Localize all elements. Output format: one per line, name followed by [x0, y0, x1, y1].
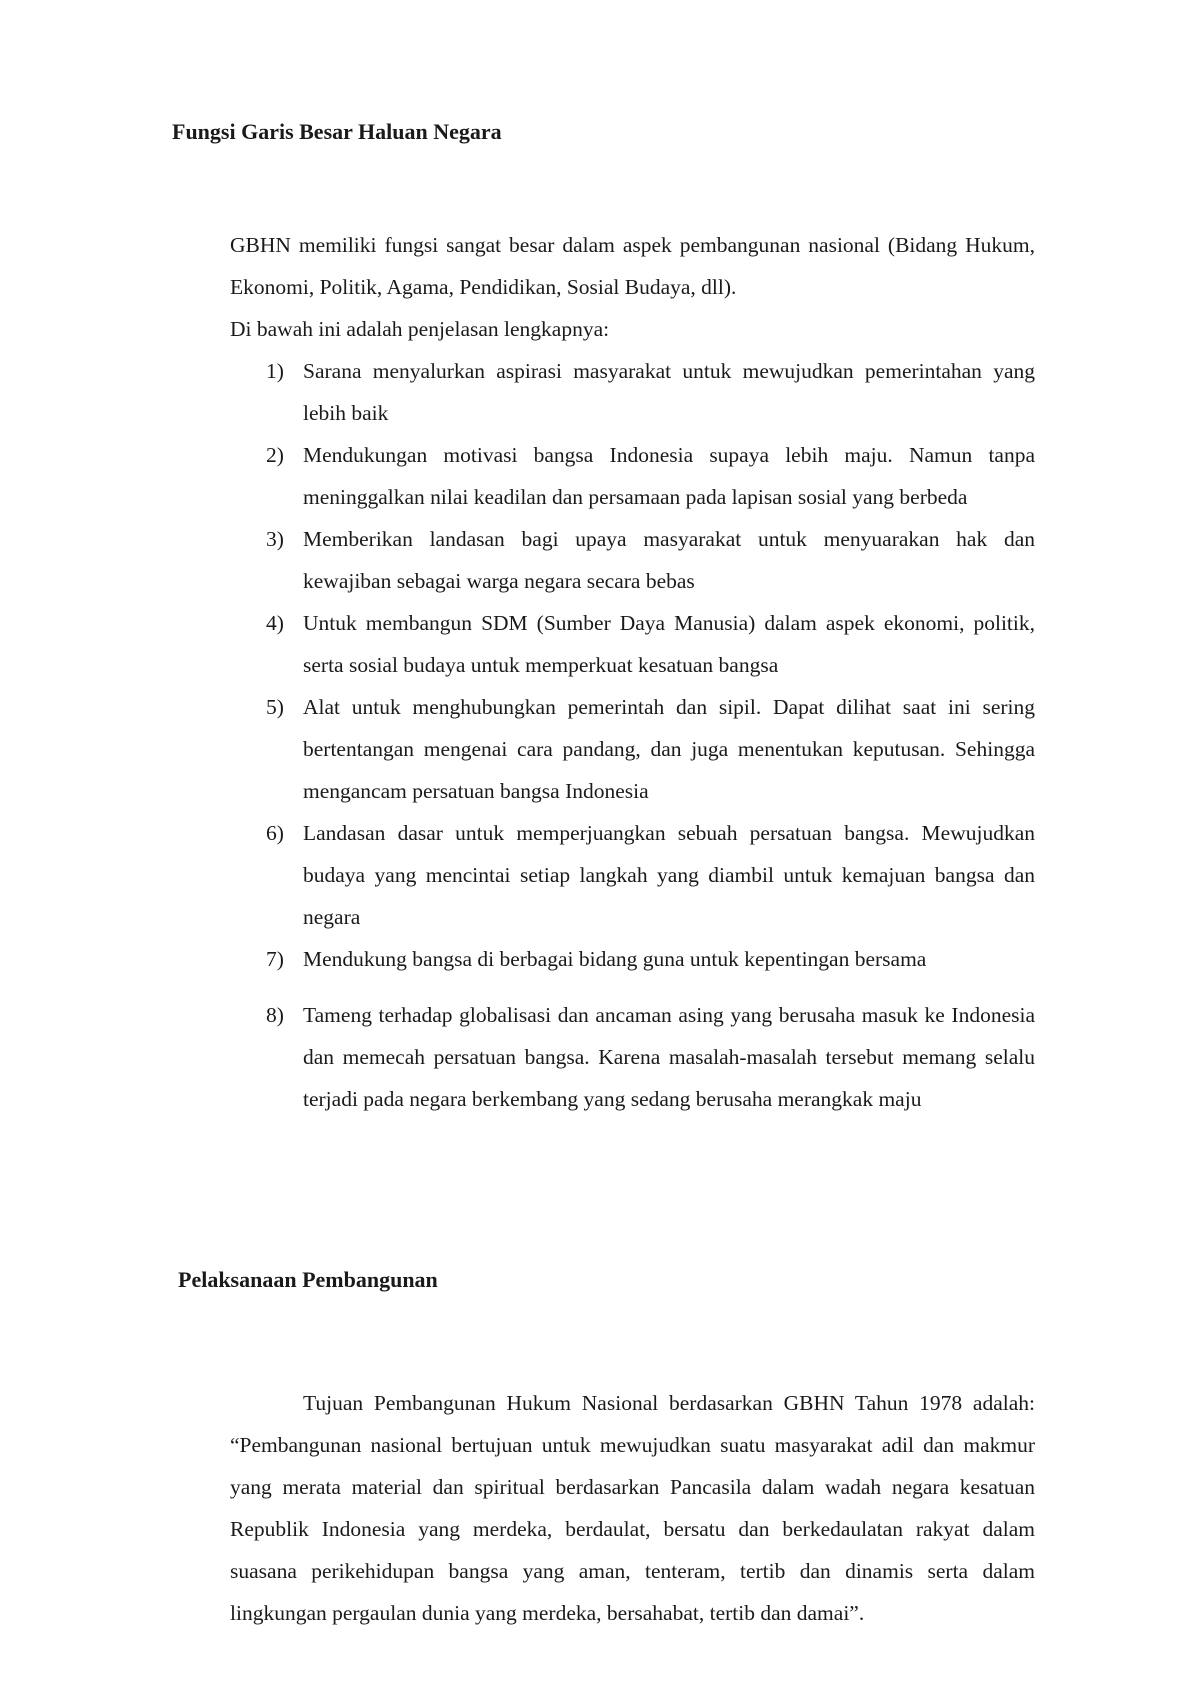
intro-block	[230, 224, 1035, 350]
list-item-text: Tameng terhadap globalisasi dan ancaman asing yang berusaha masuk ke Indonesia dan memecah persatuan bangsa. Karena masalah-masalah tersebut memang selalu terjadi pada negara berkembang yang sedang berusaha merangkak maju	[303, 1003, 1035, 1111]
list-item	[230, 350, 1035, 434]
list-item-number: 7)	[266, 947, 284, 971]
list-item	[230, 994, 1035, 1120]
list-item-text: Sarana menyalurkan aspirasi masyarakat untuk mewujudkan pemerintahan yang lebih baik	[303, 359, 1035, 425]
section-heading-pelaksanaan: Pelaksanaan Pembangunan	[178, 1267, 438, 1292]
list-item-number: 6)	[266, 821, 284, 845]
intro-paragraph: GBHN memiliki fungsi sangat besar dalam aspek pembangunan nasional (Bidang Hukum, Ekonomi, Politik, Agama, Pendidikan, Sosial Budaya, dll).	[230, 233, 1035, 299]
list-item	[230, 602, 1035, 686]
list-item	[230, 434, 1035, 518]
list-item-number: 5)	[266, 695, 284, 719]
list-item-text: Landasan dasar untuk memperjuangkan sebuah persatuan bangsa. Mewujudkan budaya yang mencintai setiap langkah yang diambil untuk kemajuan bangsa dan negara	[303, 821, 1035, 929]
section2-paragraph: Tujuan Pembangunan Hukum Nasional berdasarkan GBHN Tahun 1978 adalah: “Pembangunan nasional bertujuan untuk mewujudkan suatu masyarakat adil dan makmur yang merata material dan spiritual berdasarkan Pancasila dalam wadah negara kesatuan Republik Indonesia yang merdeka, berdaulat, bersatu dan berkedaulatan rakyat dalam suasana perikehidupan bangsa yang aman, tenteram, tertib dan dinamis serta dalam lingkungan pergaulan dunia yang merdeka, bersahabat, tertib dan damai”.	[230, 1391, 1035, 1625]
list-item	[230, 686, 1035, 812]
list-item-number: 3)	[266, 527, 284, 551]
list-item	[230, 938, 1035, 980]
list-item-text: Memberikan landasan bagi upaya masyarakat untuk menyuarakan hak dan kewajiban sebagai warga negara secara bebas	[303, 527, 1035, 593]
list-item-text: Mendukung bangsa di berbagai bidang guna untuk kepentingan bersama	[303, 947, 927, 971]
section-heading-fungsi-gbhn: Fungsi Garis Besar Haluan Negara	[172, 119, 502, 144]
gbhn-function-list	[230, 350, 1035, 1120]
intro-lead-line: Di bawah ini adalah penjelasan lengkapnya:	[230, 317, 610, 341]
list-item-number: 1)	[266, 359, 284, 383]
list-item-text: Mendukungan motivasi bangsa Indonesia supaya lebih maju. Namun tanpa meninggalkan nilai keadilan dan persamaan pada lapisan sosial yang berbeda	[303, 443, 1035, 509]
list-item-number: 2)	[266, 443, 284, 467]
list-item-text: Untuk membangun SDM (Sumber Daya Manusia) dalam aspek ekonomi, politik, serta sosial budaya untuk memperkuat kesatuan bangsa	[303, 611, 1035, 677]
list-item-number: 4)	[266, 611, 284, 635]
list-item-number: 8)	[266, 1003, 284, 1027]
list-item	[230, 518, 1035, 602]
list-item	[230, 812, 1035, 938]
list-item-text: Alat untuk menghubungkan pemerintah dan sipil. Dapat dilihat saat ini sering bertentangan mengenai cara pandang, dan juga menentukan keputusan. Sehingga mengancam persatuan bangsa Indonesia	[303, 695, 1035, 803]
